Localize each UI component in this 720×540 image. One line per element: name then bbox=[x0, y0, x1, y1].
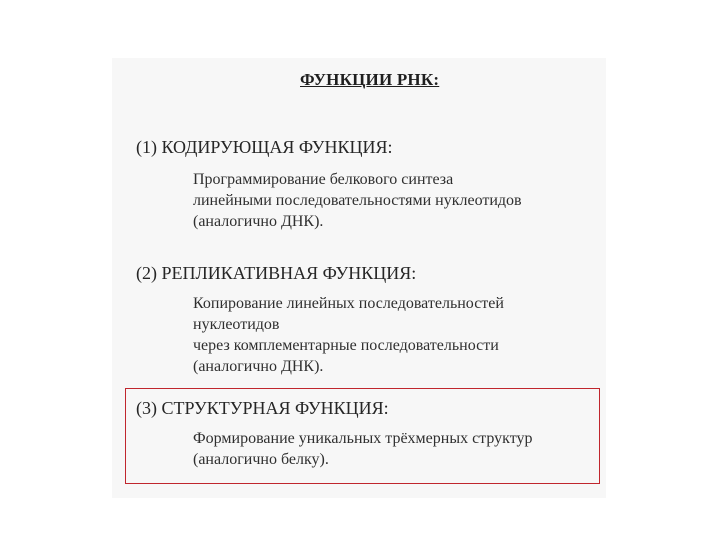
page-title: ФУНКЦИИ РНК: bbox=[300, 70, 440, 89]
section-body-structural bbox=[193, 428, 533, 470]
body-line: (аналогично ДНК). bbox=[193, 213, 324, 230]
body-line: через комплементарные последовательности bbox=[193, 337, 499, 354]
section-heading-structural: (3) СТРУКТУРНАЯ ФУНКЦИЯ: bbox=[136, 398, 389, 418]
body-line: линейными последовательностями нуклеотидов bbox=[193, 192, 522, 209]
section-heading-coding: (1) КОДИРУЮЩАЯ ФУНКЦИЯ: bbox=[136, 137, 393, 157]
body-line: (аналогично ДНК). bbox=[193, 358, 324, 375]
section-body-coding bbox=[193, 169, 522, 232]
section-body-replicative bbox=[193, 293, 504, 377]
section-heading-replicative: (2) РЕПЛИКАТИВНАЯ ФУНКЦИЯ: bbox=[136, 263, 417, 283]
body-line: (аналогично белку). bbox=[193, 451, 329, 468]
body-line: Программирование белкового синтеза bbox=[193, 171, 454, 188]
body-line: Копирование линейных последовательностей bbox=[193, 295, 504, 312]
body-line: Формирование уникальных трёхмерных структур bbox=[193, 430, 533, 447]
body-line: нуклеотидов bbox=[193, 316, 280, 333]
